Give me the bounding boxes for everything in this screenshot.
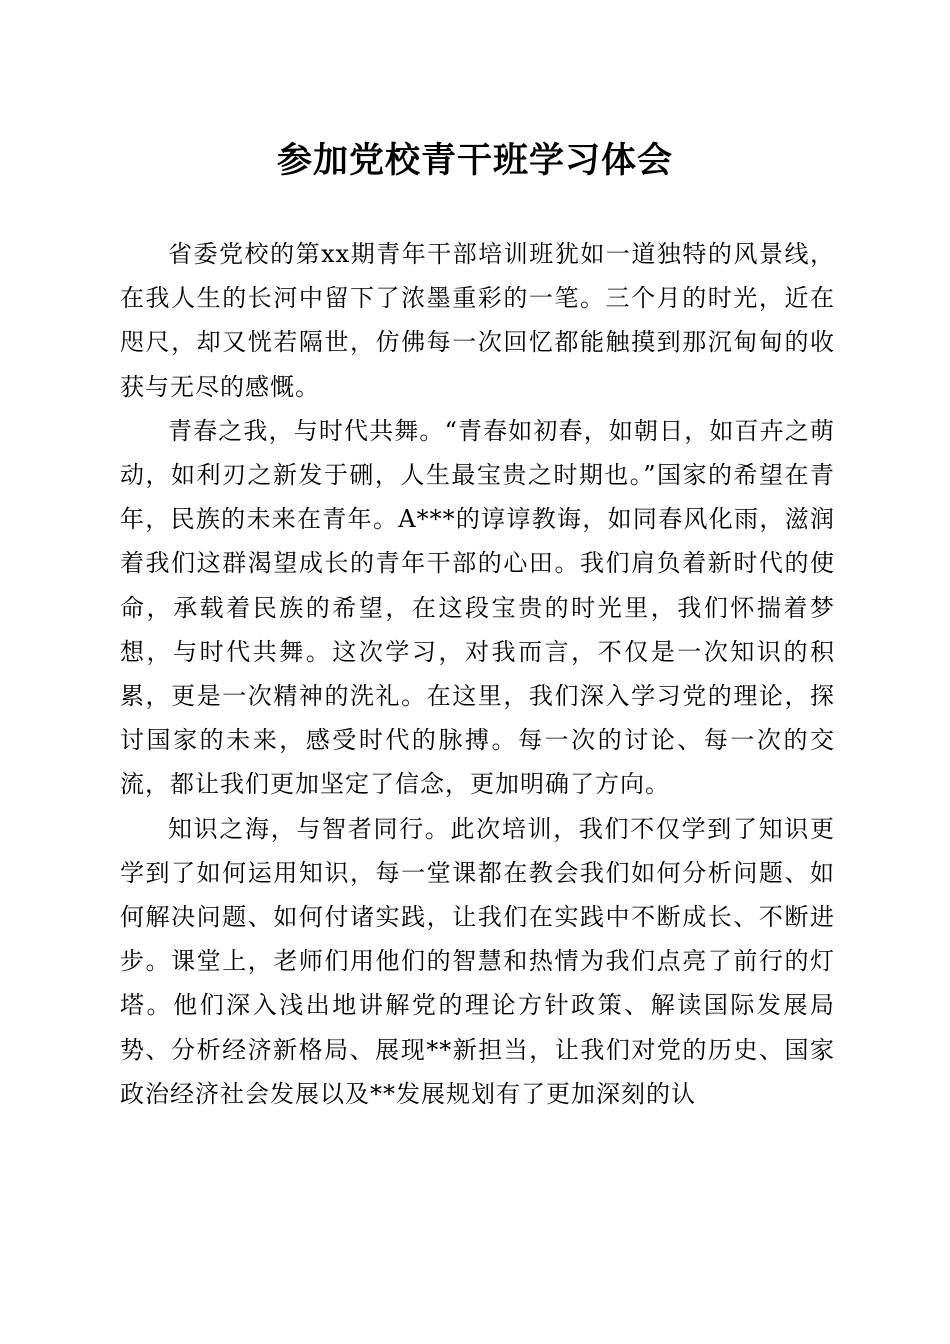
paragraph: 青春之我，与时代共舞。“青春如初春，如朝日，如百卉之萌动，如利刃之新发于硎，人生最宝贵之时期也。”国家的希望在青年，民族的未来在青年。A***的谆谆教诲，如同春风化雨，滋润着我们这群渴望成长的青年干部的心田。我们肩负着新时代的使命，承载着民族的希望，在这段宝贵的时光里，我们怀揣着梦想，与时代共舞。这次学习，对我而言，不仅是一次知识的积累，更是一次精神的洗礼。在这里，我们深入学习党的理论，探讨国家的未来，感受时代的脉搏。每一次的讨论、每一次的交流，都让我们更加坚定了信念，更加明确了方向。 [120,416,835,799]
paragraph: 知识之海，与智者同行。此次培训，我们不仅学到了知识更学到了如何运用知识，每一堂课都在教会我们如何分析问题、如何解决问题、如何付诸实践，让我们在实践中不断成长、不断进步。课堂上，老师们用他们的智慧和热情为我们点亮了前行的灯塔。他们深入浅出地讲解党的理论方针政策、解读国际发展局势、分析经济新格局、展现**新担当，让我们对党的历史、国家政治经济社会发展以及**发展规划有了更加深刻的认 [120,814,835,1108]
document-body [120,232,835,1116]
document-title: 参加党校青干班学习体会 [276,140,673,181]
paragraph: 省委党校的第xx期青年干部培训班犹如一道独特的风景线，在我人生的长河中留下了浓墨重彩的一笔。三个月的时光，近在咫尺，却又恍若隔世，仿佛每一次回忆都能触摸到那沉甸甸的收获与无尽的感慨。 [120,240,835,401]
